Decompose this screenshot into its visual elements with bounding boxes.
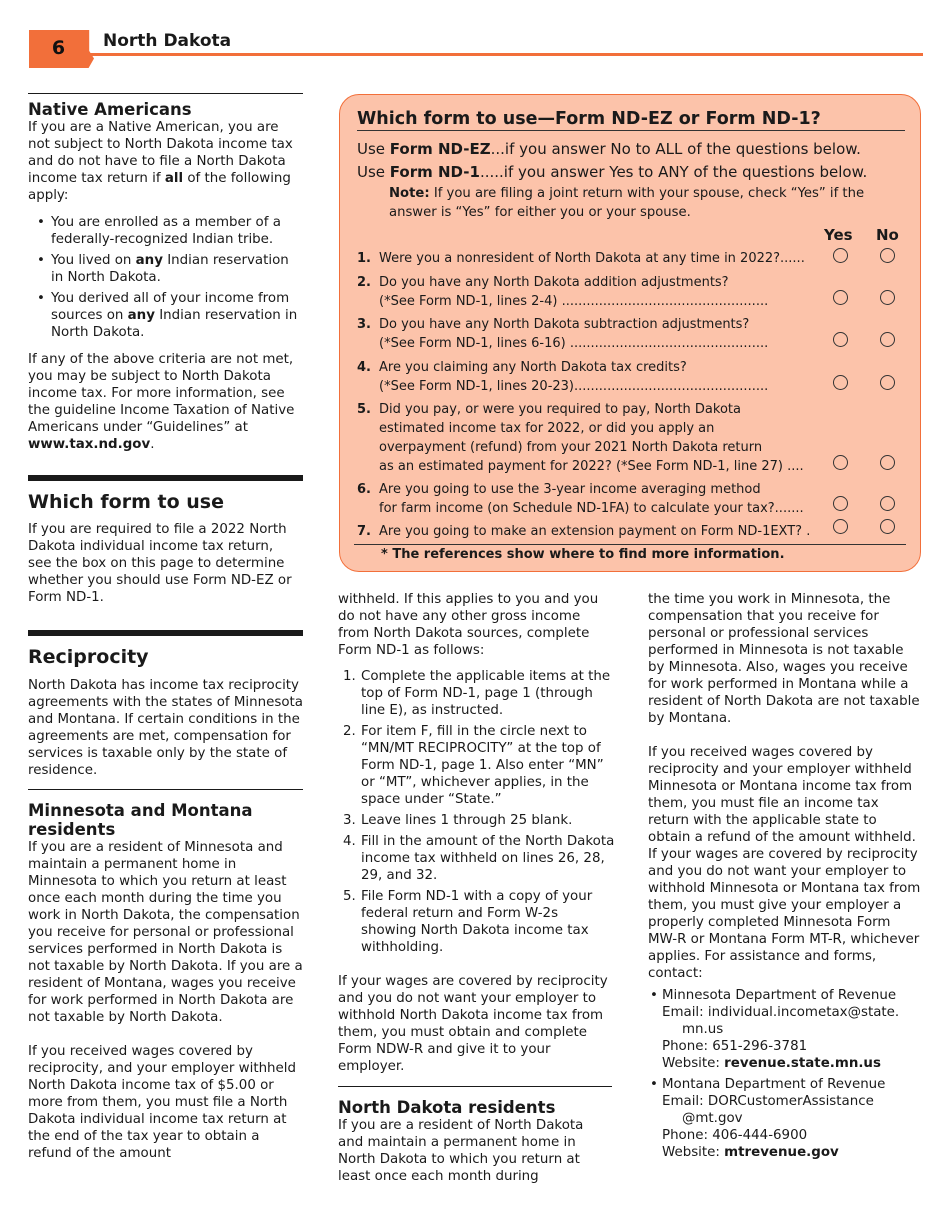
closing-text-end: .	[150, 437, 155, 452]
q2-yes-radio[interactable]	[833, 290, 848, 305]
intro-text-end: of the following apply:	[28, 171, 291, 203]
native-americans-criteria	[28, 214, 303, 341]
q4-no-radio[interactable]	[880, 375, 895, 390]
question-reference: as an estimated payment for 2022? (*See Form ND-1, line 27) ....	[379, 459, 804, 474]
q1-yes-radio[interactable]	[833, 248, 848, 263]
step-text: Leave lines 1 through 25 blank.	[361, 813, 573, 828]
mn-mt-residents-body: If you are a resident of Minnesota and maintain a permanent home in Minnesota to which you return at least once each month during the time you work in North Dakota, the compensation you receive for personal or professional services performed in North Dakota is not taxable by North Dakota. If you are a resident of Montana, wages you receive for work performed in North Dakota are not taxable by North Dakota.	[28, 840, 303, 1025]
yes-column-header: Yes	[824, 226, 853, 244]
contact-email-cont: mn.us	[682, 1022, 724, 1037]
form-nd-ez-label: Form ND-EZ	[389, 140, 491, 158]
question-number: 6.	[357, 482, 371, 497]
question-text: Do you have any North Dakota addition adjustments?	[379, 275, 729, 290]
question-reference: (*See Form ND-1, lines 2-4) ..................................................	[379, 294, 769, 309]
contact-email-cont: @mt.gov	[682, 1111, 743, 1126]
question-text: estimated income tax for 2022, or did you apply an	[379, 421, 715, 436]
ndw-r-paragraph: If your wages are covered by reciprocity and you do not want your employer to withhold North Dakota income tax from them, you must obtain and complete Form NDW-R and give it to your employer.	[338, 974, 608, 1074]
q7-yes-radio[interactable]	[833, 519, 848, 534]
use-text: Use	[357, 140, 390, 158]
use-nd-ez-line	[357, 139, 861, 159]
use-text: Use	[357, 163, 390, 181]
contact-minnesota	[648, 987, 923, 1072]
step-number: 5.	[343, 889, 356, 904]
criteria-text-end: Indian reservation in North Dakota.	[51, 253, 289, 285]
criteria-item	[28, 252, 303, 286]
contact-name: • Montana Department of Revenue	[662, 1077, 886, 1092]
form-box-footer-rule	[354, 544, 906, 545]
mn-mt-residents-heading: Minnesota and Montana residents	[28, 801, 253, 839]
question-number: 1.	[357, 251, 371, 266]
step-text: Fill in the amount of the North Dakota income tax withheld on lines 26, 28, 29, and 32.	[361, 834, 615, 883]
q4-yes-radio[interactable]	[833, 375, 848, 390]
criteria-emphasis: any	[135, 253, 163, 268]
step-text: Complete the applicable items at the top of Form ND-1, page 1 (through line E), as instructed.	[361, 669, 611, 718]
native-americans-intro	[28, 119, 303, 204]
form-selection-box	[339, 94, 921, 572]
header-rule	[88, 53, 923, 56]
column-3	[648, 591, 923, 1161]
use-nd-1-line	[357, 162, 867, 182]
mn-mt-refund-body: If you received wages covered by reciprocity, and your employer withheld North Dakota income tax of $5.00 or more from them, you must file a North Dakota individual income tax return at the end of the tax year to obtain a refund of the amount	[28, 1044, 296, 1161]
column-1	[28, 93, 303, 1162]
q6-no-radio[interactable]	[880, 496, 895, 511]
question-text: for farm income (on Schedule ND-1FA) to calculate your tax?.......	[379, 501, 804, 516]
page-number	[29, 30, 88, 68]
contact-name: • Minnesota Department of Revenue	[662, 988, 897, 1003]
closing-text: If any of the above criteria are not met, you may be subject to North Dakota income tax. For more information, see the guideline Income Taxation of Native Americans under “Guidelines” at	[28, 352, 295, 435]
section-rule	[338, 1086, 612, 1087]
q5-yes-radio[interactable]	[833, 455, 848, 470]
contact-email: Email: individual.incometax@state.	[662, 1005, 900, 1020]
reciprocity-body: North Dakota has income tax reciprocity agreements with the states of Minnesota and Montana. If certain conditions in the agreements are met, compensation for services is taxable only by the state of residence.	[28, 678, 303, 778]
step-number: 3.	[343, 813, 356, 828]
column-2	[338, 591, 616, 1185]
question-2	[357, 273, 827, 311]
question-number: 7.	[357, 524, 371, 539]
criteria-item	[28, 290, 303, 341]
step-number: 4.	[343, 834, 356, 849]
question-number: 3.	[357, 317, 371, 332]
intro-text: If you are a Native American, you are not subject to North Dakota income tax and do not have to file a North Dakota income tax return if	[28, 120, 293, 186]
refund-paragraph: If you received wages covered by reciprocity and your employer withheld Minnesota or Montana income tax from them, you must file an income tax return with the applicable state to obtain a refund of the amount withheld. If your wages are covered by reciprocity and you do not want your employer to withhold Minnesota or Montana tax from them, you must give your employer a properly completed Minnesota Form MW-R or Montana Form MT-R, whichever applies. For assistance and forms, contact:	[648, 745, 921, 981]
question-6	[357, 480, 827, 518]
step-text: File Form ND-1 with a copy of your federal return and Form W-2s showing North Dakota income tax withholding.	[361, 889, 593, 955]
page-number-text: 6	[51, 37, 66, 59]
q3-no-radio[interactable]	[880, 332, 895, 347]
criteria-text: You are enrolled as a member of a federally-recognized Indian tribe.	[51, 215, 281, 247]
contact-phone: Phone: 651-296-3781	[662, 1039, 808, 1054]
q1-no-radio[interactable]	[880, 248, 895, 263]
minnesota-work-paragraph: the time you work in Minnesota, the compensation that you receive for personal or professional services performed in Minnesota is not taxable by Minnesota. Also, wages you receive for work performed in Montana while a resident of North Dakota are not taxable by Montana.	[648, 592, 920, 726]
no-column-header: No	[876, 226, 899, 244]
step-item	[338, 812, 616, 829]
question-text: overpayment (refund) from your 2021 North Dakota return	[379, 440, 763, 455]
criteria-text: You lived on	[51, 253, 136, 268]
step-number: 1.	[343, 669, 356, 684]
step-number: 2.	[343, 724, 356, 739]
reference-footnote: * The references show where to find more information.	[381, 547, 785, 562]
question-1	[357, 249, 827, 268]
note-label: Note:	[389, 186, 430, 201]
question-text: Are you going to make an extension payment on Form ND-1EXT? .	[379, 524, 811, 539]
nd1-steps	[338, 668, 616, 956]
step-text: For item F, fill in the circle next to “MN/MT RECIPROCITY” at the top of Form ND-1, page 1. Also enter “MN” or “MT”, whichever applies, in the space under “State.”	[361, 724, 604, 807]
use-condition: ...if you answer No to ALL of the questions below.	[490, 140, 861, 158]
q3-yes-radio[interactable]	[833, 332, 848, 347]
nd-residents-heading: North Dakota residents	[338, 1098, 556, 1117]
tax-website-link: www.tax.nd.gov	[28, 437, 151, 452]
step-item	[338, 723, 616, 808]
use-condition: .....if you answer Yes to ANY of the questions below.	[479, 163, 868, 181]
website-link[interactable]: mtrevenue.gov	[724, 1145, 839, 1160]
question-reference: (*See Form ND-1, lines 20-23)...............................................	[379, 379, 769, 394]
question-number: 5.	[357, 402, 371, 417]
step-item	[338, 888, 616, 956]
section-rule-thick	[28, 630, 303, 636]
form-box-rule	[357, 130, 905, 131]
contact-website	[662, 1055, 923, 1072]
contact-montana	[648, 1076, 923, 1161]
question-4	[357, 358, 827, 396]
question-text: Do you have any North Dakota subtraction adjustments?	[379, 317, 750, 332]
withheld-paragraph: withheld. If this applies to you and you do not have any other gross income from North Dakota sources, complete Form ND-1 as follows:	[338, 592, 599, 658]
form-nd-1-label: Form ND-1	[389, 163, 480, 181]
native-americans-heading: Native Americans	[28, 100, 192, 119]
question-3	[357, 315, 827, 353]
section-rule-thick	[28, 475, 303, 481]
intro-emphasis: all	[164, 171, 184, 186]
criteria-text-end: Indian reservation in North Dakota.	[51, 308, 298, 340]
step-item	[338, 833, 616, 884]
note-text: If you are filing a joint return with your spouse, check “Yes” if the answer is “Yes” for either you or your spouse.	[389, 186, 865, 220]
website-label: Website:	[662, 1145, 725, 1160]
reciprocity-heading: Reciprocity	[28, 646, 149, 668]
question-text: Were you a nonresident of North Dakota at any time in 2022?......	[379, 251, 805, 266]
nd-residents-body: If you are a resident of North Dakota and maintain a permanent home in North Dakota to which you return at least once each month during	[338, 1118, 584, 1184]
contact-phone: Phone: 406-444-6900	[662, 1128, 808, 1143]
question-number: 4.	[357, 360, 371, 375]
question-reference: (*See Form ND-1, lines 6-16) ................................................	[379, 336, 769, 351]
section-rule	[28, 789, 303, 790]
joint-return-note	[389, 184, 889, 222]
criteria-text: You derived all of your income from sources on	[51, 291, 290, 323]
contact-email: Email: DORCustomerAssistance	[662, 1094, 874, 1109]
q6-yes-radio[interactable]	[833, 496, 848, 511]
contact-website	[662, 1144, 923, 1161]
q5-no-radio[interactable]	[880, 455, 895, 470]
website-link[interactable]: revenue.state.mn.us	[724, 1056, 881, 1071]
question-5	[357, 400, 827, 476]
criteria-item	[28, 214, 303, 248]
section-rule	[28, 93, 303, 94]
question-number: 2.	[357, 275, 371, 290]
q7-no-radio[interactable]	[880, 519, 895, 534]
q2-no-radio[interactable]	[880, 290, 895, 305]
question-text: Are you going to use the 3-year income averaging method	[379, 482, 761, 497]
header-title: North Dakota	[103, 31, 232, 51]
native-americans-closing	[28, 351, 300, 453]
criteria-emphasis: any	[127, 308, 155, 323]
form-box-title: Which form to use—Form ND-EZ or Form ND-1?	[357, 109, 821, 129]
which-form-body: If you are required to file a 2022 North Dakota individual income tax return, see the box on this page to determine whether you should use Form ND-EZ or Form ND-1.	[28, 522, 292, 605]
website-label: Website:	[662, 1056, 725, 1071]
question-text: Did you pay, or were you required to pay, North Dakota	[379, 402, 741, 417]
step-item	[338, 668, 616, 719]
which-form-heading: Which form to use	[28, 491, 224, 513]
question-7	[357, 522, 827, 541]
question-text: Are you claiming any North Dakota tax credits?	[379, 360, 687, 375]
